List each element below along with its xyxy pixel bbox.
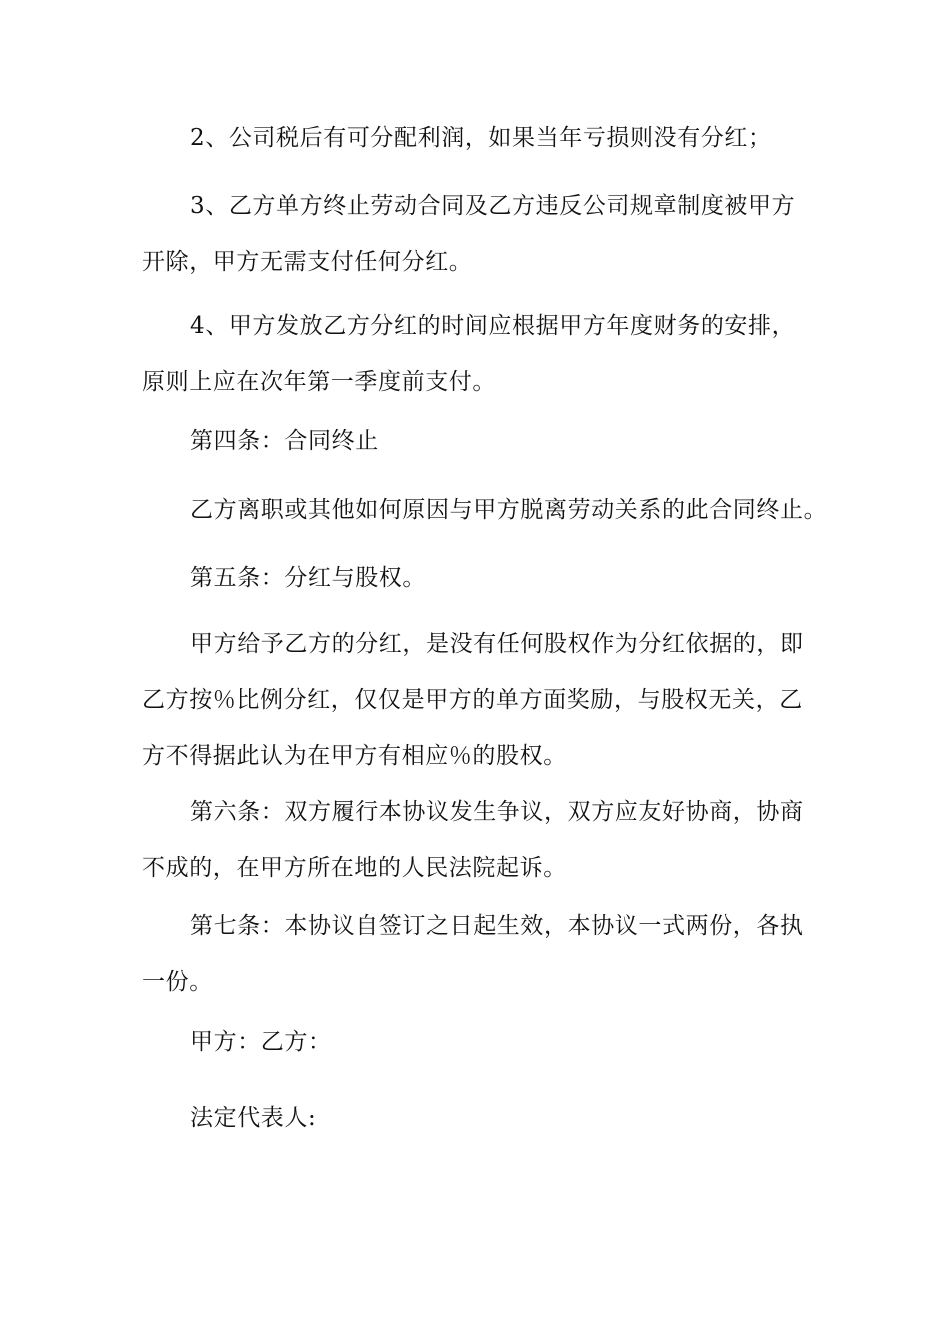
text-line: 乙方按％比例分红，仅仅是甲方的单方面奖励，与股权无关，乙 — [142, 687, 803, 713]
text-line: 甲方：乙方： — [190, 1029, 332, 1055]
text-line: 第七条：本协议自签订之日起生效，本协议一式两份，各执 — [190, 913, 804, 939]
text-line: 开除，甲方无需支付任何分红。 — [142, 249, 473, 275]
clause-item-4 — [142, 298, 812, 410]
text-line: 方不得据此认为在甲方有相应％的股权。 — [142, 743, 567, 769]
article-6 — [142, 784, 812, 896]
text-line: 一份。 — [142, 969, 213, 995]
text-line: 3、乙方单方终止劳动合同及乙方违反公司规章制度被甲方 — [190, 193, 796, 219]
article-5-heading — [142, 550, 812, 606]
article-4-body — [142, 482, 828, 538]
legal-representative — [142, 1090, 812, 1146]
text-line: 乙方离职或其他如何原因与甲方脱离劳动关系的此合同终止。 — [190, 497, 828, 523]
article-4-heading — [142, 413, 812, 469]
text-line: 原则上应在次年第一季度前支付。 — [142, 369, 496, 395]
text-line: 不成的，在甲方所在地的人民法院起诉。 — [142, 855, 567, 881]
text-line: 4、甲方发放乙方分红的时间应根据甲方年度财务的安排， — [190, 313, 796, 339]
text-line: 第五条：分红与股权。 — [190, 565, 426, 591]
text-line: 法定代表人: — [190, 1105, 317, 1131]
signature-parties — [142, 1014, 812, 1070]
text-line: 甲方给予乙方的分红，是没有任何股权作为分红依据的，即 — [190, 631, 804, 657]
text-line: 2、公司税后有可分配利润，如果当年亏损则没有分红； — [190, 125, 772, 151]
clause-item-2 — [142, 110, 812, 166]
text-line: 第六条：双方履行本协议发生争议，双方应友好协商，协商 — [190, 799, 804, 825]
article-7 — [142, 898, 812, 1010]
clause-item-3 — [142, 178, 812, 290]
article-5-body — [142, 616, 812, 784]
text-line: 第四条：合同终止 — [190, 428, 379, 454]
